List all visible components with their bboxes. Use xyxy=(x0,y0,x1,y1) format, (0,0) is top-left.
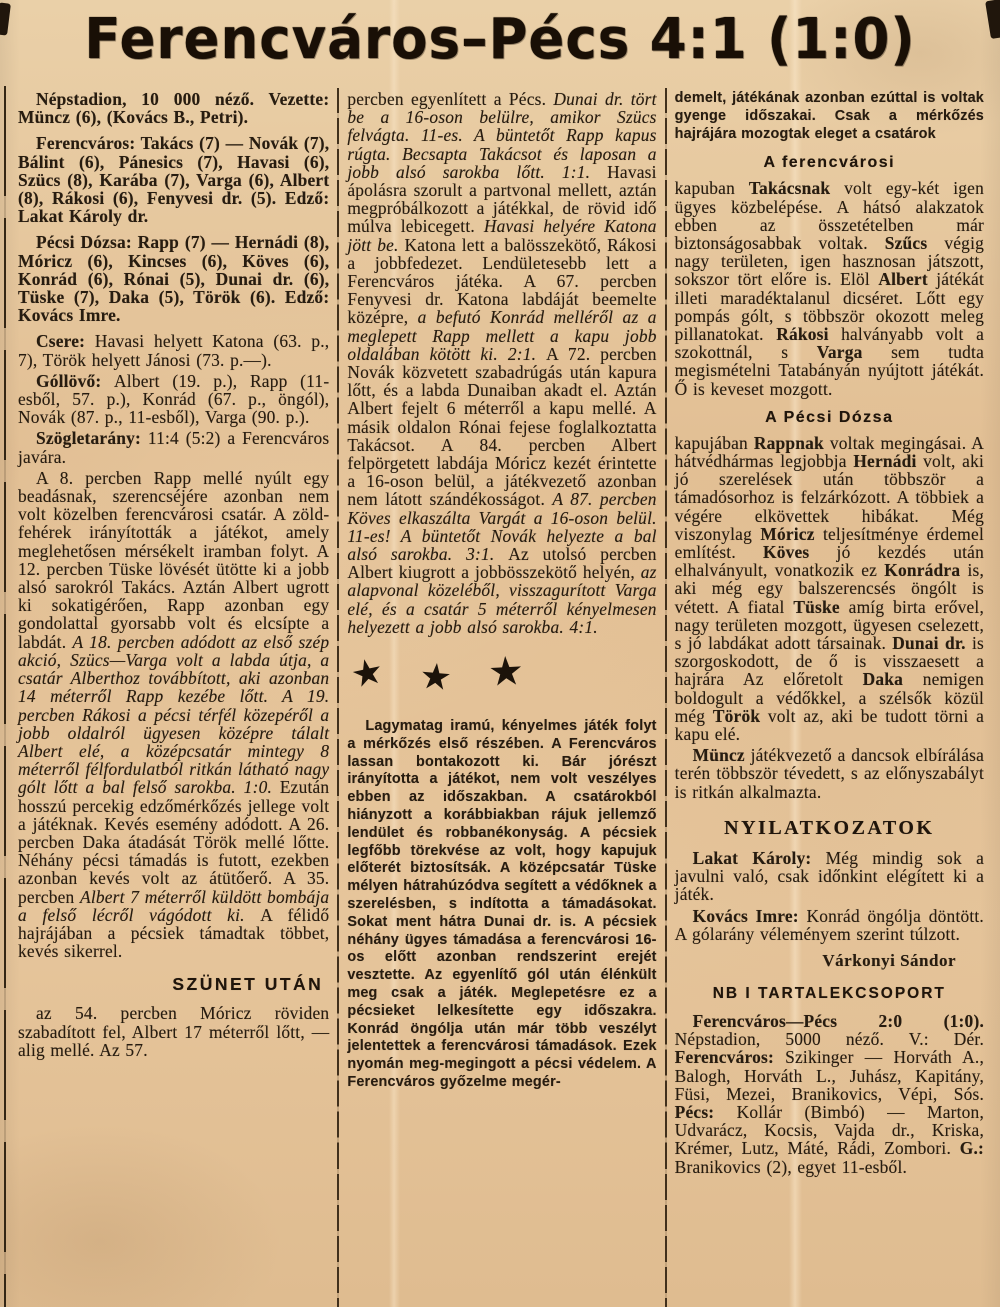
text-run: az alapvonal közeléből, visszagurított Varga elé, és a csatár 5 méterről kényelmesen helyezett a jobb alsó sarokba. 4:1. xyxy=(347,562,657,637)
text-run: Ferencváros—Pécs 2:0 (1:0). xyxy=(692,1010,984,1031)
text-run: játékvezető a dancsok elbírálása terén többször tévedett, s az előnyszabályt is ritkán alkalmazta. xyxy=(674,745,984,802)
text-run: Branikovics (2), egyet 11-esből. xyxy=(674,1156,908,1177)
text-run: volt, aki jó szerelések után többször a támadósorhoz is felzárkózott. A többiek a végére elkövettek hibákat. Még viszonylag xyxy=(674,451,984,544)
text-run: végig nagy területen, igen hasznosan játszott, sokszor tört előre is. Elöl xyxy=(674,233,984,290)
text-run: jó kezdés után elhalványult, vonatkozik ez xyxy=(674,542,984,581)
column-2 xyxy=(337,88,664,1307)
text-run: is szorgoskodott, de ő is visszaesett a hajrára Az előretolt xyxy=(674,633,984,690)
stars-separator xyxy=(347,648,656,706)
text-run: Szűcs xyxy=(884,233,928,253)
text-run: Csere: xyxy=(36,331,95,352)
section-heading: SZÜNET UTÁN xyxy=(172,974,324,995)
section-heading: A ferencvárosi xyxy=(763,154,896,172)
text-run: Ferencváros: xyxy=(674,1047,774,1068)
text-run: Góllövő: xyxy=(36,370,115,391)
text-run: A 8. percben Rapp mellé nyúlt egy beadásnak, szerencséjére azonban nem volt közelben ferencvárosi csatár. A zöld-fehérek irányították a játékot, amely meglehetősen mérsékelt iramban folyt. A 12. percben Tüske lövését ütötte ki a jobb alsó sarokról Takács. Aztán Albert ugrott ki sokatigérően, Rapp azonban egy gondolattal gyorsabb volt és elcsípte a labdát. xyxy=(18,467,330,652)
section-heading: NYILATKOZATOK xyxy=(724,816,935,839)
paragraph xyxy=(18,372,329,427)
text-run: a befutó Konrád melléről az a meglepett Rapp mellett a kapu jobb oldalában kötött ki. 2:1. xyxy=(347,307,657,364)
paragraph xyxy=(675,434,984,743)
text-run: Pécsi Dózsa: Rapp (7) — Hernádi (8), Móricz (6), Kincses (6), Köves (6), Konrád (6), Rónai (5), Dunai dr. (6), Tüske (7), Daka (5), Török (6). Edző: Kovács Imre. xyxy=(18,232,330,326)
paragraph xyxy=(675,90,984,143)
text-run: Varga xyxy=(816,342,863,363)
text-run: nemigen boldogult a védőkkel, a szélsők közül még xyxy=(674,669,984,726)
paragraph xyxy=(18,1004,329,1059)
text-run: A 18. percben adódott az első szép akció, Szücs—Varga volt a labda útja, a csatár Alberthoz továbbított, aki azonban 14 méterről Rapp kezébe lőtt. A 19. percben Rákosi a pécsi térfél közepéről a jobb oldalról ügyesen középre tálalt Albert elé, a középcsatár mintegy 8 méterről félfordulatból ritkán látható nagy gólt lőtt a bal felső sarokba. 1:0. xyxy=(18,631,330,798)
text-run: A 87. percben Köves elkaszálta Vargát a 16-oson belül. 11-es! A büntetőt Novák helyezte a bal alsó sarokba. 3:1. xyxy=(347,489,657,565)
text-run: Takácsnak xyxy=(748,178,831,199)
text-run: Konrádra xyxy=(884,560,961,581)
text-run: Katona lett a balösszekötő, Rákosi a jobbfedezet. Lendületesebb lett a Ferencváros játéka. A 67. percben Fenyvesi dr. Katona labdáját beemelte középre, xyxy=(347,234,657,328)
text-run: demelt, játékának azonban ezúttal is voltak gyenge időszakai. Csak a mérkőzés hajrájára mozogtak eleget a csatárok xyxy=(674,90,984,142)
text-run: Dunai dr. tört be a 16-oson belülre, amikor Szücs felvágta. 11-es. A büntetőt Rapp kapus rúgta. Becsapta Takácsot és laposan a jobb alsó sarokba lőtt. 1:1. xyxy=(347,89,657,182)
text-run: Pécs: xyxy=(674,1101,715,1122)
text-run: Konrád öngólja döntött. A gólarány véleményem szerint túlzott. xyxy=(674,905,984,944)
text-run: Tüske xyxy=(793,596,840,617)
text-run: Rappnak xyxy=(753,432,824,453)
text-run: Kollár (Bimbó) — Marton, Udvarácz, Kocsis, Vajda dr., Kriska, Krémer, Lutz, Máté, Rádi, Zombori. xyxy=(674,1101,984,1159)
text-run: Müncz xyxy=(692,745,745,766)
paragraph xyxy=(675,746,984,801)
headline-area xyxy=(0,0,1000,88)
text-run: Havasi helyett Katona (63. p., 7), Török helyett Jánosi (73. p.—). xyxy=(18,331,330,370)
text-run: Daka xyxy=(862,669,904,690)
text-run: 11:4 (5:2) a Ferencváros javára. xyxy=(18,428,330,467)
text-run: Lagymatag iramú, kényelmes játék folyt a mérkőzés első részében. A Ferencváros lassan bontakozott ki. Bár jórészt irányította a játékot, nem volt veszélyes ebben az időszakban. A csatárokból hiányzott a korábbiakban rájuk jellemző lendület és robbanékonyság. A pécsiek legfőbb törekvése az volt, hogy kapujuk előterét biztosítsák. A középcsatár Tüske mélyen hátrahúzódva segített a védőknek a szerelésben, s indította a támadásokat. Sokat ment hátra Dunai dr. is. A pécsiek néhány ügyes támadása a ferencvárosi 16-os előtt azonban rendszerint erejét vesztette. Az egyenlítő gól után élénkült meg csak a játék. Meglepetésre ez a pécsieket lelkesítette egy időszakra. Konrád öngólja után már több veszélyt jelentettek a ferencvárosi támadások. Ezek nyomán meg-megingott a pécsi védelem. A Ferencváros győzelme megér- xyxy=(347,718,657,1091)
star-icon: ★ xyxy=(347,650,388,697)
paragraph xyxy=(18,469,329,960)
text-run: Lakat Károly: xyxy=(692,847,826,868)
paragraph xyxy=(675,849,984,904)
headline: Ferencváros–Pécs 4:1 (1:0) xyxy=(84,6,916,72)
text-run: Még mindig sok a javulni való, csak időnkint elégített ki a játék. xyxy=(674,847,984,905)
text-run: G.: xyxy=(959,1138,984,1159)
text-run: volt az, aki be tudott törni a kapu elé. xyxy=(674,705,985,745)
text-run: Móricz xyxy=(760,523,815,544)
star-icon: ★ xyxy=(417,655,454,699)
text-run: kapujában xyxy=(674,432,754,453)
text-run: Havasi ápolásra szorult a partvonal mellett, aztán megpróbálkozott a játékkal, de rövid idő múlva lebicegett. xyxy=(347,161,657,237)
text-run: is, aki még egy balszerencsés öngólt is vétett. A fiatal xyxy=(674,560,984,617)
paragraph xyxy=(347,718,656,1092)
text-run: halványabb volt a szokottnál, s xyxy=(674,324,984,363)
text-run: Albert xyxy=(878,269,928,290)
text-run: kapuban xyxy=(674,178,749,199)
page-edge-rule xyxy=(4,86,6,1307)
column-1 xyxy=(10,88,337,1307)
paragraph xyxy=(18,233,329,324)
column-3 xyxy=(665,88,992,1307)
paragraph xyxy=(675,179,984,397)
text-run: Kovács Imre: xyxy=(692,905,807,926)
text-run: Hernádi xyxy=(853,451,917,472)
text-run: Az utolsó percben Albert kiugrott a jobbösszekötő helyén, xyxy=(347,544,657,583)
text-run: teljesítménye érdemel említést. xyxy=(674,523,984,563)
text-run: Szögletarány: xyxy=(36,428,148,449)
text-run: Ezután hosszú percekig edzőmérkőzés jellege volt a játéknak. Kevés esemény adódott. A 26. percben Daka átadását Török mellé lőtte. Néhány pécsi támadás is futott, ezekben azonban kevés volt az átütőerő. A 35. percben xyxy=(18,777,330,907)
star-icon: ★ xyxy=(486,648,525,696)
text-run: A félidő hajrájában a pécsiek támadtak többet, kevés sikerrel. xyxy=(18,904,330,962)
paragraph xyxy=(18,332,329,368)
text-run: Albert (19. p.), Rapp (11-esből, 57. p.), Konrád (67. p., öngól), Novák (87. p., 11-esből), Varga (90. p.). xyxy=(18,370,330,428)
text-run: játékát illeti maradéktalanul dicséret. Lőtt egy pompás gólt, s többször okozott meleg pillanatokat. xyxy=(674,269,984,345)
text-run: Dunai dr. xyxy=(892,633,966,654)
text-run: Köves xyxy=(763,542,810,563)
text-run: A 72. percben Novák közvetett szabadrúgás után kapura lőtt, és a labda Dunaiban akadt el. Aztán Albert fejelt 6 méterről a kapu mellé. A másik oldalon Rónai fejese foglalkoztatta Takácsot. A 84. percben Albert felpörgetett labdája Móricz kezét érintette a 16-oson belül, a játékvezető azonban nem látott szándékosságot. xyxy=(347,343,657,510)
text-run: voltak megingásai. A hátvédhármas legjobbja xyxy=(674,432,984,472)
article-columns xyxy=(10,88,992,1307)
paragraph xyxy=(675,1012,984,1176)
paragraph xyxy=(347,90,656,636)
section-heading: A Pécsi Dózsa xyxy=(765,408,894,426)
text-run: sem tudta megismételni Tatabányán nyújtott játékát. Ő is keveset mozgott. xyxy=(674,342,985,399)
paragraph xyxy=(675,907,984,943)
text-run: Albert 7 méterről küldött bombája a felső lécről vágódott ki. xyxy=(18,886,330,925)
text-run: Népstadion, 10 000 néző. Vezette: Müncz (6), (Kovács B., Petri). xyxy=(18,89,330,128)
text-run: az 54. percben Móricz röviden szabadított fel, Albert 17 méterről lőtt, — alig mellé. Az 57. xyxy=(18,1003,330,1060)
paragraph xyxy=(18,429,329,465)
paragraph xyxy=(18,90,329,126)
text-run: Népstadion, 5000 néző. V.: Dér. xyxy=(674,1029,984,1050)
text-run: amíg birta erővel, nagy területen mozgott, ügyesen cselezett, s jó labdákat adott társainak. xyxy=(674,596,984,654)
text-run: Havasi helyére Katona jött be. xyxy=(347,216,657,255)
text-run: volt egy-két igen ügyes közbelépése. A hátsó alakzatok ebben az összetételben már biztonságosabbak voltak. xyxy=(674,178,984,253)
section-heading: NB I TARTALEKCSOPORT xyxy=(712,984,946,1002)
byline: Várkonyi Sándor xyxy=(822,950,956,970)
text-run: Török xyxy=(712,705,761,726)
text-run: percben egyenlített a Pécs. xyxy=(347,89,554,109)
paragraph xyxy=(18,134,329,225)
text-run: Szikinger — Horváth A., Balogh, Horváth L., Juhász, Kapitány, Füsi, Mezei, Branikovics, Vépi, Sós. xyxy=(674,1047,984,1104)
text-run: Ferencváros: Takács (7) — Novák (7), Bálint (6), Pánesics (7), Havasi (6), Szücs (8), Karába (7), Varga (6), Albert (8), Rákosi (6), Fenyvesi dr. (5). Edző: Lakat Károly dr. xyxy=(18,133,330,227)
text-run: Rákosi xyxy=(776,324,829,345)
